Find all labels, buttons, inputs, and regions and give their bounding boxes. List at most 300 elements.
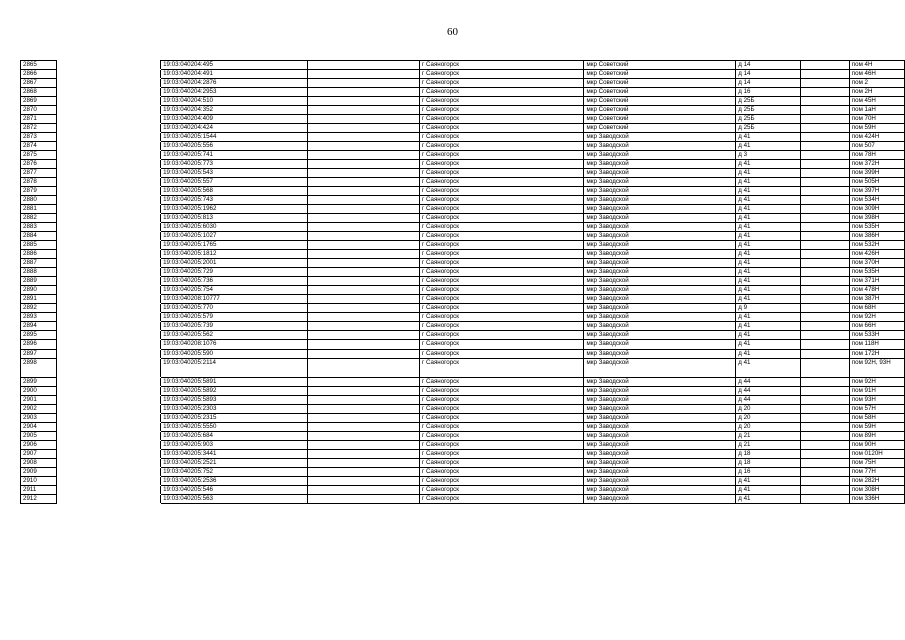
house-cell: д 41 bbox=[736, 250, 801, 259]
room-cell: пом 309Н bbox=[849, 205, 904, 214]
city-cell: г Саяногорск bbox=[420, 106, 584, 115]
house-cell: д 41 bbox=[736, 196, 801, 205]
row-number-cell: 2882 bbox=[21, 214, 57, 223]
row-number-cell: 2869 bbox=[21, 97, 57, 106]
district-cell: мкр Заводской bbox=[584, 322, 736, 331]
spacer-cell bbox=[57, 468, 161, 477]
city-cell: г Саяногорск bbox=[420, 178, 584, 187]
table-row bbox=[21, 214, 905, 223]
empty-cell bbox=[800, 432, 849, 441]
city-cell: г Саяногорск bbox=[420, 331, 584, 340]
spacer-cell bbox=[57, 277, 161, 286]
empty-cell bbox=[800, 423, 849, 432]
spacer-cell bbox=[57, 169, 161, 178]
cadastral-number-cell: 19:03:040205:729 bbox=[161, 268, 307, 277]
district-cell: мкр Советский bbox=[584, 88, 736, 97]
house-cell: д 21 bbox=[736, 441, 801, 450]
empty-cell bbox=[800, 322, 849, 331]
city-cell: г Саяногорск bbox=[420, 124, 584, 133]
district-cell: мкр Советский bbox=[584, 106, 736, 115]
room-cell: пом 424Н bbox=[849, 133, 904, 142]
district-cell: мкр Заводской bbox=[584, 349, 736, 358]
city-cell: г Саяногорск bbox=[420, 295, 584, 304]
spacer-cell bbox=[57, 106, 161, 115]
spacer-cell bbox=[57, 286, 161, 295]
room-cell: пом 507 bbox=[849, 142, 904, 151]
district-cell: мкр Заводской bbox=[584, 432, 736, 441]
cadastral-number-cell: 19:03:040205:6030 bbox=[161, 223, 307, 232]
empty-cell bbox=[800, 268, 849, 277]
district-cell: мкр Заводской bbox=[584, 223, 736, 232]
district-cell: мкр Заводской bbox=[584, 396, 736, 405]
spacer-cell bbox=[57, 313, 161, 322]
cadastral-number-cell: 19:03:040205:770 bbox=[161, 304, 307, 313]
house-cell: д 20 bbox=[736, 405, 801, 414]
row-number-cell: 2892 bbox=[21, 304, 57, 313]
cadastral-number-cell: 19:03:040208:10777 bbox=[161, 295, 307, 304]
district-cell: мкр Заводской bbox=[584, 196, 736, 205]
cadastral-number-cell: 19:03:040204:352 bbox=[161, 106, 307, 115]
city-cell: г Саяногорск bbox=[420, 250, 584, 259]
room-cell: пом 90Н bbox=[849, 441, 904, 450]
house-cell: д 41 bbox=[736, 277, 801, 286]
spacer-cell bbox=[57, 61, 161, 70]
room-cell: пом 478Н bbox=[849, 286, 904, 295]
house-cell: д 9 bbox=[736, 304, 801, 313]
house-cell: д 44 bbox=[736, 387, 801, 396]
empty-cell bbox=[307, 142, 419, 151]
empty-cell bbox=[307, 450, 419, 459]
cadastral-number-cell: 19:03:040205:562 bbox=[161, 331, 307, 340]
spacer-cell bbox=[57, 405, 161, 414]
row-number-cell: 2895 bbox=[21, 331, 57, 340]
empty-cell bbox=[800, 277, 849, 286]
empty-cell bbox=[800, 477, 849, 486]
spacer-cell bbox=[57, 88, 161, 97]
row-number-cell: 2884 bbox=[21, 232, 57, 241]
empty-cell bbox=[307, 124, 419, 133]
house-cell: д 41 bbox=[736, 169, 801, 178]
room-cell: пом 399Н bbox=[849, 169, 904, 178]
table-row bbox=[21, 151, 905, 160]
house-cell: д 41 bbox=[736, 295, 801, 304]
row-number-cell: 2877 bbox=[21, 169, 57, 178]
room-cell: пом 535Н bbox=[849, 268, 904, 277]
house-cell: д 14 bbox=[736, 61, 801, 70]
spacer-cell bbox=[57, 459, 161, 468]
cadastral-number-cell: 19:03:040204:510 bbox=[161, 97, 307, 106]
district-cell: мкр Заводской bbox=[584, 304, 736, 313]
empty-cell bbox=[800, 88, 849, 97]
room-cell: пом 505Н bbox=[849, 178, 904, 187]
row-number-cell: 2910 bbox=[21, 477, 57, 486]
spacer-cell bbox=[57, 205, 161, 214]
cadastral-number-cell: 19:03:040205:2521 bbox=[161, 459, 307, 468]
row-number-cell: 2906 bbox=[21, 441, 57, 450]
city-cell: г Саяногорск bbox=[420, 133, 584, 142]
row-number-cell: 2888 bbox=[21, 268, 57, 277]
row-number-cell: 2897 bbox=[21, 349, 57, 358]
cadastral-number-cell: 19:03:040205:568 bbox=[161, 187, 307, 196]
empty-cell bbox=[307, 358, 419, 378]
house-cell: д 41 bbox=[736, 349, 801, 358]
row-number-cell: 2908 bbox=[21, 459, 57, 468]
row-number-cell: 2896 bbox=[21, 340, 57, 349]
empty-cell bbox=[800, 349, 849, 358]
cadastral-number-cell: 19:03:040205:752 bbox=[161, 468, 307, 477]
spacer-cell bbox=[57, 241, 161, 250]
table-row bbox=[21, 477, 905, 486]
spacer-cell bbox=[57, 340, 161, 349]
room-cell: пом 535Н bbox=[849, 223, 904, 232]
empty-cell bbox=[307, 169, 419, 178]
city-cell: г Саяногорск bbox=[420, 97, 584, 106]
empty-cell bbox=[800, 214, 849, 223]
house-cell: д 41 bbox=[736, 160, 801, 169]
district-cell: мкр Заводской bbox=[584, 160, 736, 169]
house-cell: д 18 bbox=[736, 459, 801, 468]
table-row bbox=[21, 61, 905, 70]
row-number-cell: 2874 bbox=[21, 142, 57, 151]
city-cell: г Саяногорск bbox=[420, 286, 584, 295]
room-cell: пом 534Н bbox=[849, 196, 904, 205]
row-number-cell: 2900 bbox=[21, 387, 57, 396]
house-cell: д 41 bbox=[736, 187, 801, 196]
row-number-cell: 2898 bbox=[21, 358, 57, 378]
district-cell: мкр Заводской bbox=[584, 459, 736, 468]
cadastral-number-cell: 19:03:040205:543 bbox=[161, 169, 307, 178]
table-row bbox=[21, 313, 905, 322]
spacer-cell bbox=[57, 495, 161, 504]
empty-cell bbox=[307, 151, 419, 160]
cadastral-number-cell: 19:03:040204:491 bbox=[161, 70, 307, 79]
table-row bbox=[21, 79, 905, 88]
city-cell: г Саяногорск bbox=[420, 441, 584, 450]
room-cell: пом 336Н bbox=[849, 495, 904, 504]
row-number-cell: 2872 bbox=[21, 124, 57, 133]
city-cell: г Саяногорск bbox=[420, 187, 584, 196]
city-cell: г Саяногорск bbox=[420, 340, 584, 349]
district-cell: мкр Заводской bbox=[584, 241, 736, 250]
empty-cell bbox=[307, 259, 419, 268]
house-cell: д 14 bbox=[736, 70, 801, 79]
house-cell: д 41 bbox=[736, 286, 801, 295]
city-cell: г Саяногорск bbox=[420, 358, 584, 378]
cadastral-number-cell: 19:03:040205:903 bbox=[161, 441, 307, 450]
spacer-cell bbox=[57, 160, 161, 169]
spacer-cell bbox=[57, 250, 161, 259]
empty-cell bbox=[800, 106, 849, 115]
table-row bbox=[21, 405, 905, 414]
row-number-cell: 2902 bbox=[21, 405, 57, 414]
cadastral-number-cell: 19:03:040204:495 bbox=[161, 61, 307, 70]
spacer-cell bbox=[57, 432, 161, 441]
room-cell: пом 398Н bbox=[849, 214, 904, 223]
empty-cell bbox=[800, 441, 849, 450]
district-cell: мкр Заводской bbox=[584, 295, 736, 304]
empty-cell bbox=[307, 223, 419, 232]
empty-cell bbox=[307, 295, 419, 304]
empty-cell bbox=[307, 115, 419, 124]
empty-cell bbox=[800, 250, 849, 259]
empty-cell bbox=[800, 241, 849, 250]
spacer-cell bbox=[57, 151, 161, 160]
empty-cell bbox=[307, 459, 419, 468]
empty-cell bbox=[800, 124, 849, 133]
empty-cell bbox=[800, 286, 849, 295]
empty-cell bbox=[307, 70, 419, 79]
row-number-cell: 2883 bbox=[21, 223, 57, 232]
house-cell: д 41 bbox=[736, 178, 801, 187]
empty-cell bbox=[307, 423, 419, 432]
table-row bbox=[21, 441, 905, 450]
empty-cell bbox=[800, 459, 849, 468]
empty-cell bbox=[800, 187, 849, 196]
house-cell: д 41 bbox=[736, 205, 801, 214]
district-cell: мкр Заводской bbox=[584, 259, 736, 268]
district-cell: мкр Заводской bbox=[584, 250, 736, 259]
city-cell: г Саяногорск bbox=[420, 322, 584, 331]
table-row bbox=[21, 468, 905, 477]
empty-cell bbox=[800, 259, 849, 268]
house-cell: д 41 bbox=[736, 214, 801, 223]
district-cell: мкр Заводской bbox=[584, 187, 736, 196]
spacer-cell bbox=[57, 304, 161, 313]
room-cell: пом 397Н bbox=[849, 187, 904, 196]
spacer-cell bbox=[57, 387, 161, 396]
room-cell: пом 59Н bbox=[849, 124, 904, 133]
empty-cell bbox=[307, 486, 419, 495]
city-cell: г Саяногорск bbox=[420, 396, 584, 405]
empty-cell bbox=[800, 396, 849, 405]
table-row bbox=[21, 70, 905, 79]
row-number-cell: 2899 bbox=[21, 378, 57, 387]
district-cell: мкр Заводской bbox=[584, 214, 736, 223]
row-number-cell: 2901 bbox=[21, 396, 57, 405]
room-cell: пом 308Н bbox=[849, 486, 904, 495]
cadastral-number-cell: 19:03:040205:1812 bbox=[161, 250, 307, 259]
empty-cell bbox=[307, 378, 419, 387]
city-cell: г Саяногорск bbox=[420, 79, 584, 88]
spacer-cell bbox=[57, 196, 161, 205]
table-row bbox=[21, 268, 905, 277]
city-cell: г Саяногорск bbox=[420, 277, 584, 286]
empty-cell bbox=[307, 232, 419, 241]
empty-cell bbox=[800, 178, 849, 187]
empty-cell bbox=[307, 97, 419, 106]
table-row bbox=[21, 340, 905, 349]
room-cell: пом 93Н bbox=[849, 396, 904, 405]
empty-cell bbox=[800, 160, 849, 169]
spacer-cell bbox=[57, 115, 161, 124]
table-row bbox=[21, 459, 905, 468]
cadastral-number-cell: 19:03:040205:736 bbox=[161, 277, 307, 286]
house-cell: д 41 bbox=[736, 232, 801, 241]
row-number-cell: 2871 bbox=[21, 115, 57, 124]
district-cell: мкр Советский bbox=[584, 124, 736, 133]
house-cell: д 41 bbox=[736, 268, 801, 277]
empty-cell bbox=[307, 88, 419, 97]
table-row bbox=[21, 378, 905, 387]
room-cell: пом 386Н bbox=[849, 232, 904, 241]
district-cell: мкр Заводской bbox=[584, 313, 736, 322]
room-cell: пом 426Н bbox=[849, 250, 904, 259]
district-cell: мкр Заводской bbox=[584, 468, 736, 477]
table-row bbox=[21, 187, 905, 196]
house-cell: д 16 bbox=[736, 468, 801, 477]
room-cell: пом 533Н bbox=[849, 331, 904, 340]
spacer-cell bbox=[57, 142, 161, 151]
empty-cell bbox=[800, 450, 849, 459]
house-cell: д 41 bbox=[736, 340, 801, 349]
table-row bbox=[21, 414, 905, 423]
spacer-cell bbox=[57, 268, 161, 277]
room-cell: пом 46Н bbox=[849, 70, 904, 79]
empty-cell bbox=[800, 304, 849, 313]
spacer-cell bbox=[57, 124, 161, 133]
district-cell: мкр Заводской bbox=[584, 331, 736, 340]
row-number-cell: 2868 bbox=[21, 88, 57, 97]
room-cell: пом 89Н bbox=[849, 432, 904, 441]
spacer-cell bbox=[57, 477, 161, 486]
row-number-cell: 2890 bbox=[21, 286, 57, 295]
empty-cell bbox=[800, 133, 849, 142]
row-number-cell: 2879 bbox=[21, 187, 57, 196]
row-number-cell: 2886 bbox=[21, 250, 57, 259]
row-number-cell: 2907 bbox=[21, 450, 57, 459]
city-cell: г Саяногорск bbox=[420, 142, 584, 151]
city-cell: г Саяногорск bbox=[420, 486, 584, 495]
city-cell: г Саяногорск bbox=[420, 387, 584, 396]
house-cell: д 25Б bbox=[736, 97, 801, 106]
room-cell: пом 172Н bbox=[849, 349, 904, 358]
empty-cell bbox=[800, 340, 849, 349]
room-cell: пом 370Н bbox=[849, 259, 904, 268]
row-number-cell: 2905 bbox=[21, 432, 57, 441]
empty-cell bbox=[307, 268, 419, 277]
row-number-cell: 2875 bbox=[21, 151, 57, 160]
empty-cell bbox=[800, 495, 849, 504]
district-cell: мкр Советский bbox=[584, 61, 736, 70]
city-cell: г Саяногорск bbox=[420, 160, 584, 169]
city-cell: г Саяногорск bbox=[420, 232, 584, 241]
table-row bbox=[21, 205, 905, 214]
city-cell: г Саяногорск bbox=[420, 468, 584, 477]
empty-cell bbox=[307, 432, 419, 441]
district-cell: мкр Заводской bbox=[584, 268, 736, 277]
table-row bbox=[21, 241, 905, 250]
empty-cell bbox=[800, 205, 849, 214]
table-row bbox=[21, 106, 905, 115]
house-cell: д 21 bbox=[736, 432, 801, 441]
table-row bbox=[21, 223, 905, 232]
cadastral-number-cell: 19:03:040205:684 bbox=[161, 432, 307, 441]
room-cell: пом 2 bbox=[849, 79, 904, 88]
district-cell: мкр Заводской bbox=[584, 232, 736, 241]
empty-cell bbox=[307, 387, 419, 396]
empty-cell bbox=[307, 477, 419, 486]
city-cell: г Саяногорск bbox=[420, 196, 584, 205]
room-cell: пом 45Н bbox=[849, 97, 904, 106]
spacer-cell bbox=[57, 97, 161, 106]
house-cell: д 20 bbox=[736, 423, 801, 432]
row-number-cell: 2873 bbox=[21, 133, 57, 142]
district-cell: мкр Заводской bbox=[584, 387, 736, 396]
cadastral-number-cell: 19:03:040205:2001 bbox=[161, 259, 307, 268]
empty-cell bbox=[307, 322, 419, 331]
cadastral-number-cell: 19:03:040205:773 bbox=[161, 160, 307, 169]
district-cell: мкр Заводской bbox=[584, 205, 736, 214]
table-row bbox=[21, 160, 905, 169]
house-cell: д 41 bbox=[736, 322, 801, 331]
city-cell: г Саяногорск bbox=[420, 268, 584, 277]
empty-cell bbox=[307, 250, 419, 259]
empty-cell bbox=[800, 223, 849, 232]
cadastral-number-cell: 19:03:040205:2536 bbox=[161, 477, 307, 486]
empty-cell bbox=[800, 331, 849, 340]
cadastral-number-cell: 19:03:040204:2953 bbox=[161, 88, 307, 97]
table-row bbox=[21, 259, 905, 268]
cadastral-number-cell: 19:03:040205:556 bbox=[161, 142, 307, 151]
room-cell: пом 70Н bbox=[849, 115, 904, 124]
city-cell: г Саяногорск bbox=[420, 450, 584, 459]
cadastral-number-cell: 19:03:040205:1027 bbox=[161, 232, 307, 241]
house-cell: д 41 bbox=[736, 142, 801, 151]
empty-cell bbox=[800, 486, 849, 495]
city-cell: г Саяногорск bbox=[420, 414, 584, 423]
district-cell: мкр Заводской bbox=[584, 378, 736, 387]
house-cell: д 25Б bbox=[736, 115, 801, 124]
room-cell: пом 2Н bbox=[849, 88, 904, 97]
city-cell: г Саяногорск bbox=[420, 432, 584, 441]
district-cell: мкр Заводской bbox=[584, 133, 736, 142]
room-cell: пом 1аН bbox=[849, 106, 904, 115]
city-cell: г Саяногорск bbox=[420, 495, 584, 504]
row-number-cell: 2876 bbox=[21, 160, 57, 169]
empty-cell bbox=[307, 106, 419, 115]
spacer-cell bbox=[57, 259, 161, 268]
row-number-cell: 2894 bbox=[21, 322, 57, 331]
table-row bbox=[21, 423, 905, 432]
room-cell: пом 77Н bbox=[849, 468, 904, 477]
row-number-cell: 2867 bbox=[21, 79, 57, 88]
empty-cell bbox=[307, 331, 419, 340]
city-cell: г Саяногорск bbox=[420, 405, 584, 414]
empty-cell bbox=[800, 387, 849, 396]
empty-cell bbox=[800, 70, 849, 79]
row-number-cell: 2891 bbox=[21, 295, 57, 304]
spacer-cell bbox=[57, 133, 161, 142]
house-cell: д 41 bbox=[736, 133, 801, 142]
house-cell: д 44 bbox=[736, 378, 801, 387]
table-row bbox=[21, 295, 905, 304]
table-row bbox=[21, 232, 905, 241]
row-number-cell: 2911 bbox=[21, 486, 57, 495]
empty-cell bbox=[800, 468, 849, 477]
city-cell: г Саяногорск bbox=[420, 378, 584, 387]
spacer-cell bbox=[57, 378, 161, 387]
cadastral-number-cell: 19:03:040204:409 bbox=[161, 115, 307, 124]
empty-cell bbox=[307, 214, 419, 223]
district-cell: мкр Советский bbox=[584, 97, 736, 106]
empty-cell bbox=[307, 187, 419, 196]
empty-cell bbox=[800, 405, 849, 414]
room-cell: пом 78Н bbox=[849, 151, 904, 160]
empty-cell bbox=[307, 79, 419, 88]
cadastral-number-cell: 19:03:040205:754 bbox=[161, 286, 307, 295]
empty-cell bbox=[307, 414, 419, 423]
table-row bbox=[21, 322, 905, 331]
